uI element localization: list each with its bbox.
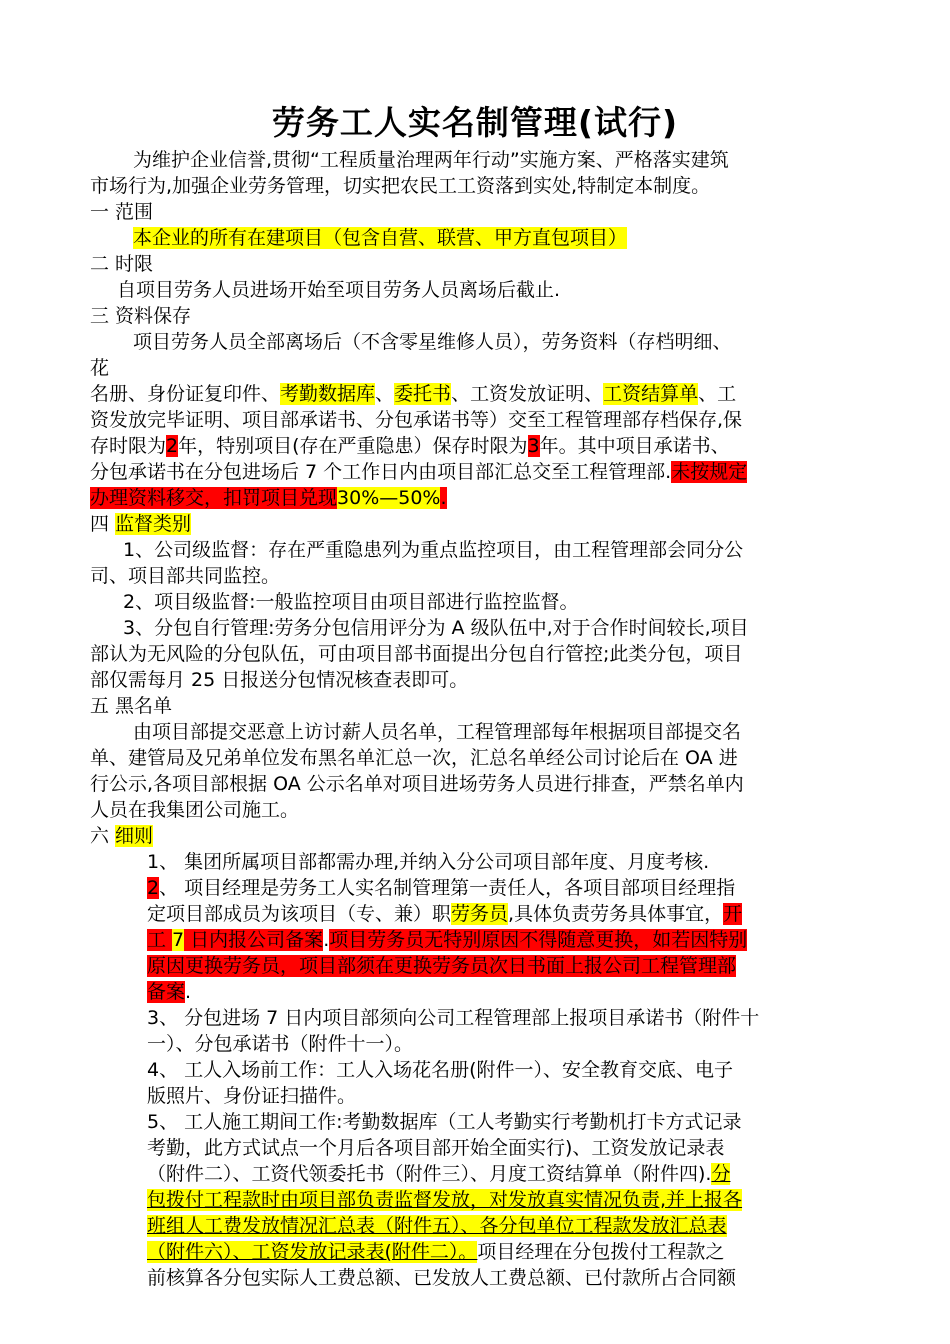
red-highlight-run: . [440, 487, 447, 509]
text-run: 3、分包自行管理:劳务分包信用评分为 A 级队伍中,对于合作时间较长,项目 [123, 617, 749, 639]
red-highlight-run: 2 [147, 877, 160, 899]
text-run: 花 [90, 357, 110, 379]
red-highlight-run: 2 [166, 435, 179, 457]
text-run: 行公示,各项目部根据 OA 公示名单对项目进场劳务人员进行排查，严禁名单内 [90, 773, 744, 795]
text-run: 年。其中项目承诺书、 [539, 435, 730, 457]
text-line [90, 485, 510, 511]
text-line [147, 979, 347, 1005]
text-run: 单、建管局及兄弟单位发布黑名单汇总一次，汇总名单经公司讨论后在 OA 进 [90, 747, 738, 769]
text-line [147, 1135, 847, 1161]
text-line [147, 1213, 847, 1239]
text-line [90, 745, 870, 771]
text-run: 市场行为,加强企业劳务管理，切实把农民工工资落到实处,特制定本制度。 [90, 175, 711, 197]
text-run: 五 黑名单 [90, 695, 173, 717]
text-line [147, 901, 847, 927]
yellow-highlight-run: 本企业的所有在建项目（包含自营、联营、甲方直包项目） [133, 227, 628, 249]
text-line [147, 875, 847, 901]
yellow-highlight-run: 包拨付工程款时由项目部负责监督发放，对发放真实情况负责,并上报各 [147, 1189, 743, 1211]
yellow-highlight-run: 工资结算单 [603, 383, 699, 405]
text-run: 存时限为 [90, 435, 167, 457]
text-run: 三 资料保存 [90, 305, 192, 327]
text-run: 项目劳务人员全部离场后（不含零星维修人员），劳务资料（存档明细、 [133, 331, 732, 353]
text-run: . [323, 929, 330, 951]
text-line [147, 1057, 847, 1083]
text-run: 部仅需每月 25 日报送分包情况核查表即可。 [90, 669, 469, 691]
text-line [147, 927, 847, 953]
text-run: 、工 [698, 383, 737, 405]
text-run: 六 [90, 825, 116, 847]
text-run: 年，特别项目(存在严重隐患）保存时限为 [178, 435, 528, 457]
text-line [123, 589, 723, 615]
text-line [147, 1083, 447, 1109]
text-line [90, 433, 870, 459]
yellow-highlight-run: 30%—50% [337, 487, 441, 509]
yellow-highlight-run: 考勤数据库 [280, 383, 376, 405]
yellow-highlight-run: 细则 [115, 825, 154, 847]
text-run: 1、公司级监督：存在严重隐患列为重点监控项目，由工程管理部会同分公 [123, 539, 744, 561]
text-line [133, 147, 868, 173]
text-run: 、 [375, 383, 395, 405]
red-highlight-run: 未按规定 [671, 461, 748, 483]
red-highlight-run: 开 [723, 903, 743, 925]
red-highlight-run: 日内报公司备案 [184, 929, 324, 951]
text-run: 二 时限 [90, 253, 154, 275]
text-run: . [185, 981, 192, 1003]
text-line [133, 329, 868, 355]
text-line [147, 849, 847, 875]
text-line [147, 953, 847, 979]
text-line [147, 1239, 847, 1265]
text-line [147, 1005, 847, 1031]
text-run: 一）、分包承诺书（附件十一）。 [147, 1033, 414, 1055]
text-line [90, 771, 870, 797]
yellow-highlight-run: 分 [711, 1163, 731, 1185]
red-highlight-run: 办理资料移交，扣罚项目兑现 [90, 487, 338, 509]
yellow-highlight-run: 班组人工费发放情况汇总表（附件五）、各分包单位工程款发放汇总表 [147, 1215, 727, 1237]
text-run: （附件二）、工资代领委托书（附件三）、月度工资结算单（附件四). [147, 1163, 712, 1185]
text-line [147, 1265, 847, 1291]
red-highlight-run: 3 [527, 435, 540, 457]
yellow-highlight-run: （附件六）、工资发放记录表(附件二）。 [147, 1241, 478, 1263]
text-run: 由项目部提交恶意上访讨薪人员名单，工程管理部每年根据项目部提交名 [133, 721, 742, 743]
text-line [90, 693, 290, 719]
text-line [117, 277, 637, 303]
text-line [133, 225, 723, 251]
text-run: 司、项目部共同监控。 [90, 565, 281, 587]
text-line [90, 459, 870, 485]
text-line [90, 797, 390, 823]
text-run: 自项目劳务人员进场开始至项目劳务人员离场后截止. [117, 279, 561, 301]
text-run: 一 范围 [90, 201, 154, 223]
text-run: 、 项目经理是劳务工人实名制管理第一责任人，各项目部项目经理指 [159, 877, 736, 899]
text-line [90, 173, 870, 199]
red-highlight-run: 备案 [147, 981, 186, 1003]
text-line [90, 511, 290, 537]
text-run: ,具体负责劳务具体事宜， [508, 903, 724, 925]
text-line [90, 563, 390, 589]
text-run: 四 [90, 513, 116, 535]
red-highlight-run: 原因更换劳务员，项目部须在更换劳务员次日书面上报公司工程管理部 [147, 955, 737, 977]
text-run: 定项目部成员为该项目（专、兼）职 [147, 903, 452, 925]
yellow-highlight-run: 委托书 [394, 383, 452, 405]
text-run: 3、 分包进场 7 日内项目部须向公司工程管理部上报项目承诺书（附件十 [147, 1007, 760, 1029]
text-run: 考勤，此方式试点一个月后各项目部开始全面实行)、工资发放记录表 [147, 1137, 725, 1159]
text-line [147, 1031, 547, 1057]
text-run: 部认为无风险的分包队伍，可由项目部书面提出分包自行管控;此类分包，项目 [90, 643, 743, 665]
text-run: 资发放完毕证明、项目部承诺书、分包承诺书等）交至工程管理部存档保存,保 [90, 409, 743, 431]
text-line [90, 823, 290, 849]
text-line [90, 641, 870, 667]
text-line [123, 537, 863, 563]
text-line [90, 199, 290, 225]
text-line [147, 1109, 847, 1135]
text-line [90, 407, 870, 433]
text-line [90, 303, 310, 329]
red-highlight-run: 项目劳务员无特别原因不得随意更换，如若因特别 [329, 929, 748, 951]
text-line [90, 355, 130, 381]
text-run: 版照片、身份证扫描件。 [147, 1085, 357, 1107]
yellow-highlight-run: 监督类别 [115, 513, 192, 535]
red-highlight-run: 工 [147, 929, 173, 951]
text-line [90, 667, 550, 693]
text-run: 名册、身份证复印件、 [90, 383, 281, 405]
document-title: 劳务工人实名制管理(试行) [271, 103, 679, 142]
text-run: 为维护企业信誉,贯彻“工程质量治理两年行动”实施方案、严格落实建筑 [133, 149, 729, 171]
text-line [133, 719, 853, 745]
text-line [147, 1161, 847, 1187]
text-line [147, 1187, 847, 1213]
text-run: 1、 集团所属项目部都需办理,并纳入分公司项目部年度、月度考核. [147, 851, 710, 873]
yellow-highlight-run: 劳务员 [451, 903, 509, 925]
text-run: 、工资发放证明、 [451, 383, 604, 405]
text-run: 前核算各分包实际人工费总额、已发放人工费总额、已付款所占合同额 [147, 1267, 737, 1289]
yellow-highlight-run: 7 [172, 929, 185, 951]
text-run: 4、 工人入场前工作：工人入场花名册(附件一）、安全教育交底、电子 [147, 1059, 734, 1081]
text-line [90, 251, 290, 277]
text-line [123, 615, 863, 641]
text-run: 2、项目级监督:一般监控项目由项目部进行监控监督。 [123, 591, 579, 613]
text-line [90, 381, 870, 407]
text-run: 分包承诺书在分包进场后 7 个工作日内由项目部汇总交至工程管理部. [90, 461, 672, 483]
text-run: 人员在我集团公司施工。 [90, 799, 300, 821]
text-run: 5、 工人施工期间工作:考勤数据库（工人考勤实行考勤机打卡方式记录 [147, 1111, 742, 1133]
text-run: 项目经理在分包拨付工程款之 [477, 1241, 725, 1263]
